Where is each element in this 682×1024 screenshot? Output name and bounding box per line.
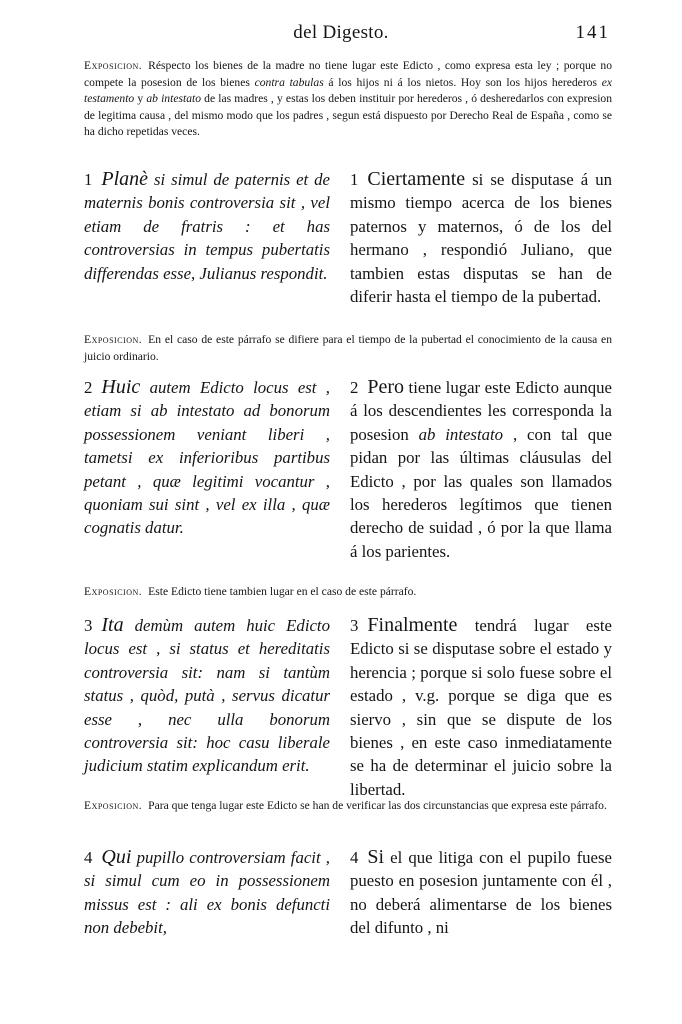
latin-text: demùm autem huic Edicto locus est , si status et hereditatis controversia sit: nam si tantùm status , quòd, putà , servus dicatur esse , nec ulla bonorum controversia sit: hoc casu liberale judicium statim explicandum erit. xyxy=(84,616,330,776)
exposicion-label: Exposicion. xyxy=(84,585,143,598)
exposicion-text: En el caso de este párrafo se difiere para el tiempo de la pubertad el conocimiento de la causa en juicio ordinario. xyxy=(84,333,612,363)
latin-text: pupillo controversiam facit , si simul cum eo in possessionem missus est : ali ex bonis defuncti non debebit, xyxy=(84,848,330,938)
paragraph-number: 3 xyxy=(350,616,359,635)
exposicion-text: Para que tenga lugar este Edicto se han de verificar las dos circunstancias que expresa este párrafo. xyxy=(148,799,607,812)
exposicion-note-2 xyxy=(84,584,612,601)
exposicion-label: Exposicion. xyxy=(84,333,143,346)
exposicion-text: y xyxy=(134,92,147,105)
spanish-text: si se disputase á un mismo tiempo acerca de los bienes paternos y maternos, ó de los del hermano , respondió Juliano, que tambien estas disputas se han de diferir hasta el tiempo de la pubertad. xyxy=(350,170,612,307)
spanish-paragraph-2 xyxy=(350,376,612,563)
latin-first-word: Qui xyxy=(101,846,132,868)
exposicion-italic: ab intestato xyxy=(146,92,202,105)
latin-first-word: Planè xyxy=(101,168,149,190)
spanish-paragraph-4 xyxy=(350,846,612,940)
paragraph-number: 2 xyxy=(84,378,93,397)
paragraph-number: 3 xyxy=(84,616,93,635)
exposicion-text: Réspecto los bienes de la madre no tiene lugar este Edicto , como expresa esta ley ; porque no compete la posesion de los bienes xyxy=(84,59,612,89)
latin-text: si simul de paternis et de maternis bonis controversia sit , vel etiam de fratris : et has controversias in tempus pubertatis differendas esse, Julianus respondit. xyxy=(84,170,330,283)
page-number: 141 xyxy=(575,22,610,43)
latin-paragraph-3 xyxy=(84,614,330,778)
spanish-text: el que litiga con el pupilo fuese puesto en posesion juntamente con él , no deberá alimentarse de los bienes del difunto , ni xyxy=(350,848,612,938)
exposicion-note-3 xyxy=(84,798,612,815)
paragraph-number: 1 xyxy=(350,170,359,189)
spanish-text: tiene lugar este Edicto aunque á los descendientes les corresponda la posesion xyxy=(350,378,612,444)
paragraph-number: 1 xyxy=(84,170,93,189)
exposicion-italic: ex testamento xyxy=(84,75,612,105)
latin-paragraph-4 xyxy=(84,846,330,940)
spanish-paragraph-3 xyxy=(350,614,612,801)
exposicion-note-0 xyxy=(84,58,612,141)
exposicion-label: Exposicion. xyxy=(84,59,143,72)
spanish-first-word: Pero xyxy=(367,376,405,398)
exposicion-note-1 xyxy=(84,332,612,365)
exposicion-italic: contra tabulas xyxy=(254,75,324,89)
exposicion-text: á los hijos ni á los nietos. Hoy son los hijos herederos xyxy=(323,75,602,89)
running-title: del Digesto. xyxy=(293,22,389,43)
paragraph-number: 2 xyxy=(350,378,359,397)
spanish-first-word: Finalmente xyxy=(367,614,458,636)
running-head xyxy=(0,22,682,48)
spanish-first-word: Si xyxy=(367,846,385,868)
latin-first-word: Ita xyxy=(101,614,124,636)
paragraph-number: 4 xyxy=(350,848,359,867)
latin-paragraph-1 xyxy=(84,168,330,285)
exposicion-text: de las madres , y estas los deben instituir por herederos , ó desheredarlos con expresion de legitima causa , del mismo modo que los padres , segun está dispuesto por Derecho Real de España , como se ha dicho repetidas veces. xyxy=(84,92,613,138)
latin-paragraph-2 xyxy=(84,376,330,540)
spanish-text: tendrá lugar este Edicto si se disputase sobre el estado y herencia ; porque si solo fuese sobre el estado , v.g. porque se diga que es siervo , sin que se dispute de los bienes , en este caso inmediatamente se ha de determinar el juicio sobre la libertad. xyxy=(350,616,612,799)
spanish-text: , con tal que pidan por las últimas cláusulas del Edicto , por las quales son llamados los herederos legítimos que tienen derecho de suidad , ó por la que llama á los parientes. xyxy=(350,424,612,561)
latin-text: autem Edicto locus est , etiam si ab intestato ad bonorum possessionem veniant liberi , tametsi ex inferioribus partibus petant , quæ legitimi vocantur , quoniam sui sint , vel ex illa , quæ cognatis datur. xyxy=(84,378,330,538)
paragraph-number: 4 xyxy=(84,848,93,867)
exposicion-label: Exposicion. xyxy=(84,799,143,812)
spanish-paragraph-1 xyxy=(350,168,612,308)
spanish-italic: ab intestato xyxy=(418,424,504,444)
latin-first-word: Huic xyxy=(101,376,141,398)
exposicion-text: Este Edicto tiene tambien lugar en el caso de este párrafo. xyxy=(148,585,417,598)
spanish-first-word: Ciertamente xyxy=(367,168,466,190)
